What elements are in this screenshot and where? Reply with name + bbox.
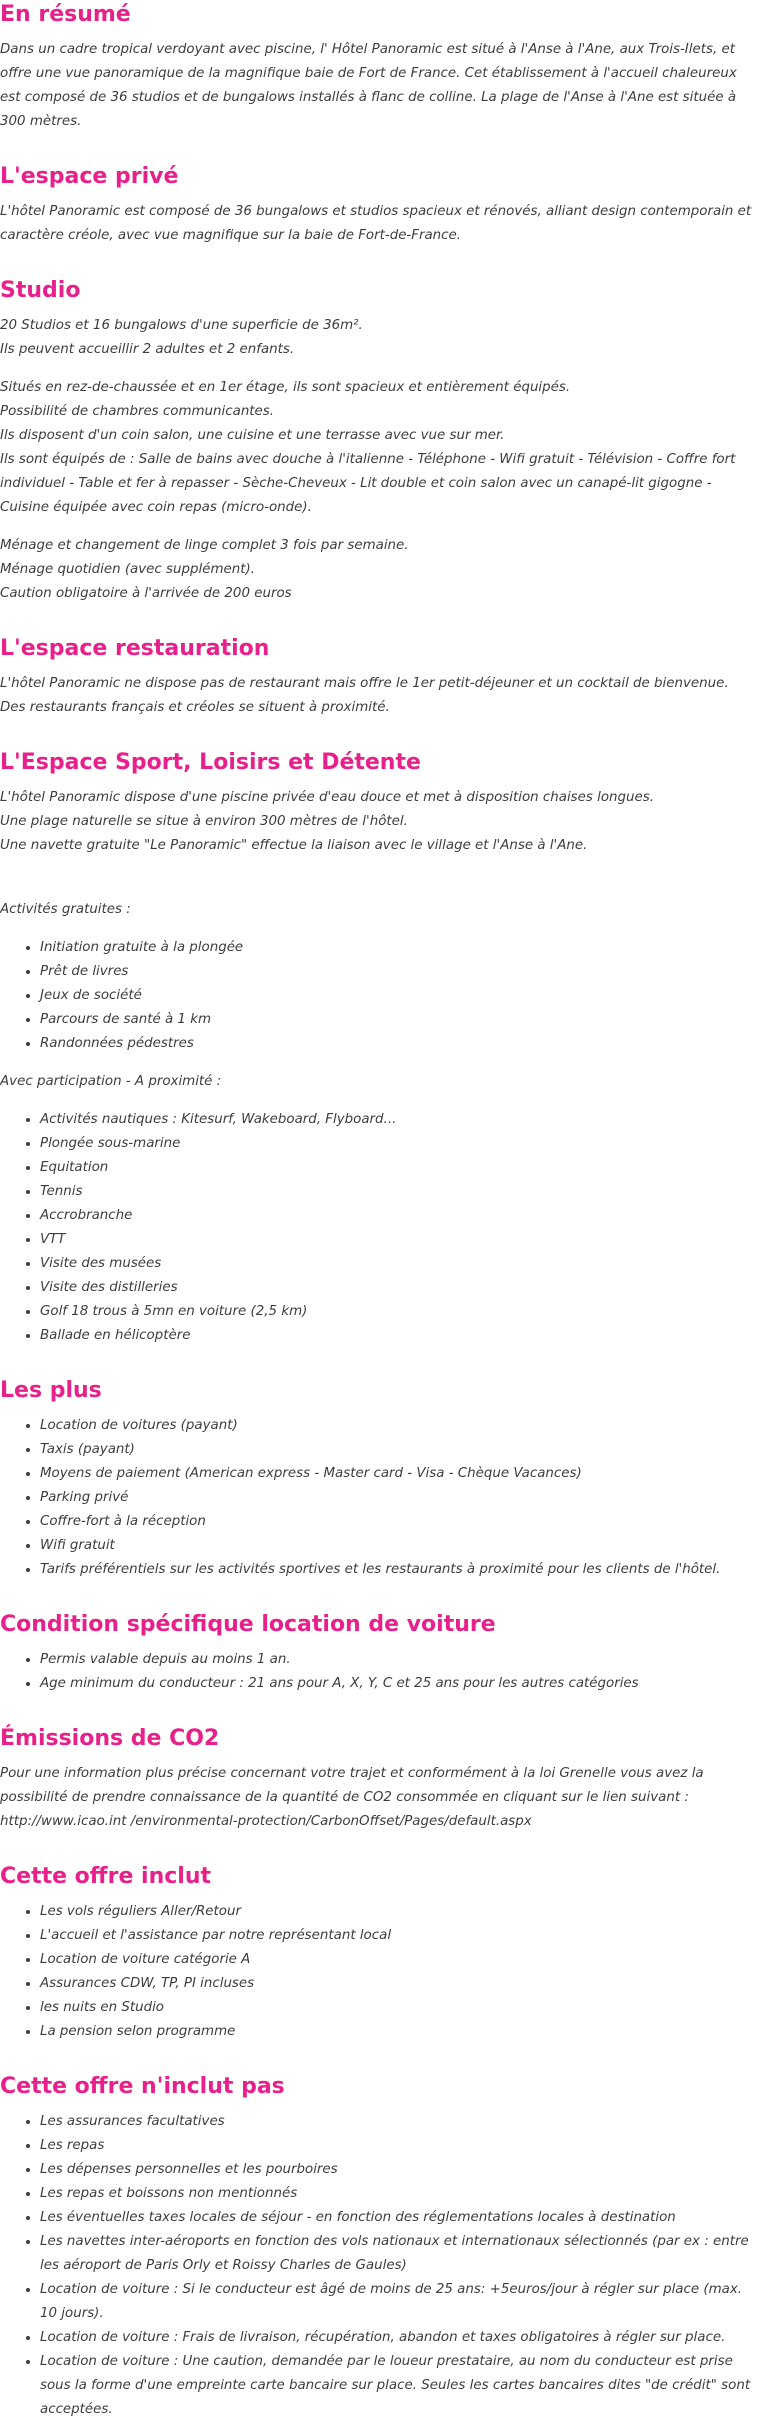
section-title: Cette offre inclut: [0, 1864, 212, 1889]
section-title: Studio: [0, 278, 81, 303]
section-les-plus: [0, 1376, 758, 1582]
sport-line: L'hôtel Panoramic dispose d'une piscine privée d'eau douce et met à disposition chaises longues.: [0, 790, 654, 805]
section-title: Cette offre n'inclut pas: [0, 2074, 285, 2099]
list-item: • Activités nautiques : Kitesurf, Wakeboard, Flyboard...: [40, 1108, 758, 1132]
co2-text: Pour une information plus précise concernant votre trajet et conformément à la loi Grenelle vous avez la possibilité de prendre connaissance de la quantité de CO2 consommée en cliquant sur le lien suivant : http://www.icao.int /environmental-protection/CarbonOffset/Pages/default.aspx: [0, 1766, 704, 1829]
section-title: L'Espace Sport, Loisirs et Détente: [0, 750, 421, 775]
espace-prive-text: L'hôtel Panoramic est composé de 36 bungalows et studios spacieux et rénovés, alliant design contemporain et caractère créole, avec vue magnifique sur la baie de Fort-de-France.: [0, 204, 752, 243]
studio-line: Ils disposent d'un coin salon, une cuisine et une terrasse avec vue sur mer.: [0, 428, 505, 443]
section-title: En résumé: [0, 2, 131, 27]
list-item: • Coffre-fort à la réception: [40, 1510, 758, 1534]
list-item: • Ballade en hélicoptère: [40, 1324, 758, 1348]
section-title: Les plus: [0, 1378, 102, 1403]
list-item: • Les repas et boissons non mentionnés: [40, 2182, 758, 2206]
studio-line: Ménage quotidien (avec supplément).: [0, 562, 255, 577]
studio-line: Situés en rez-de-chaussée et en 1er étage, ils sont spacieux et entièrement équipés.: [0, 380, 571, 395]
les-plus-list: [0, 1414, 758, 1582]
condition-voiture-list: [0, 1648, 758, 1696]
list-item: • Les navettes inter-aéroports en fonction des vols nationaux et internationaux sélectionnés (par ex : entre les aéroport de Paris Orly et Roissy Charles de Gaules): [40, 2230, 758, 2278]
studio-line: 20 Studios et 16 bungalows d'une superficie de 36m².: [0, 318, 363, 333]
studio-line: Caution obligatoire à l'arrivée de 200 euros: [0, 586, 292, 601]
list-item: • Plongée sous-marine: [40, 1132, 758, 1156]
list-item: • La pension selon programme: [40, 2020, 758, 2044]
list-item: • Visite des musées: [40, 1252, 758, 1276]
list-item: • Randonnées pédestres: [40, 1032, 758, 1056]
list-item: • Location de voiture : Si le conducteur est âgé de moins de 25 ans: +5euros/jour à régler sur place (max. 10 jours).: [40, 2278, 758, 2326]
list-item: • Initiation gratuite à la plongée: [40, 936, 758, 960]
list-item: • Visite des distilleries: [40, 1276, 758, 1300]
list-item: • Location de voiture : Une caution, demandée par le loueur prestataire, au nom du conducteur est prise sous la forme d'une empreinte carte bancaire sur place. Seules les cartes bancaires dites "de crédit" sont acceptées.: [40, 2350, 758, 2422]
list-item: • Age minimum du conducteur : 21 ans pour A, X, Y, C et 25 ans pour les autres catégories: [40, 1672, 758, 1696]
section-offre-inclut: [0, 1862, 758, 2044]
avec-participation-list: [0, 1108, 758, 1348]
section-sport: [0, 748, 758, 1348]
list-item: • Les vols réguliers Aller/Retour: [40, 1900, 758, 1924]
offre-inclut-pas-list: [0, 2110, 758, 2422]
studio-line: Ils sont équipés de : Salle de bains avec douche à l'italienne - Téléphone - Wifi gratuit - Télévision - Coffre fort individuel - Table et fer à repasser - Sèche-Cheveux - Lit double et coin salon avec un canapé-lit gigogne - Cuisine équipée avec coin repas (micro-onde).: [0, 452, 736, 515]
list-item: • Les assurances facultatives: [40, 2110, 758, 2134]
section-resume: [0, 0, 758, 134]
section-condition-voiture: [0, 1610, 758, 1696]
list-item: • Golf 18 trous à 5mn en voiture (2,5 km): [40, 1300, 758, 1324]
section-studio: [0, 276, 758, 606]
list-item: • L'accueil et l'assistance par notre représentant local: [40, 1924, 758, 1948]
list-item: • Prêt de livres: [40, 960, 758, 984]
list-item: • Moyens de paiement (American express - Master card - Visa - Chèque Vacances): [40, 1462, 758, 1486]
activites-gratuites-label: Activités gratuites :: [0, 902, 131, 917]
resume-text: Dans un cadre tropical verdoyant avec piscine, l' Hôtel Panoramic est situé à l'Anse à l'Ane, aux Trois-Ilets, et offre une vue panoramique de la magnifique baie de Fort de France. Cet établissement à l'accueil chaleureux est composé de 36 studios et de bungalows installés à flanc de colline. La plage de l'Anse à l'Ane est située à 300 mètres.: [0, 42, 737, 129]
section-title: L'espace restauration: [0, 636, 270, 661]
sport-line: Une plage naturelle se situe à environ 300 mètres de l'hôtel.: [0, 814, 408, 829]
offre-inclut-list: [0, 1900, 758, 2044]
list-item: • Les éventuelles taxes locales de séjour - en fonction des réglementations locales à destination: [40, 2206, 758, 2230]
list-item: • Location de voiture catégorie A: [40, 1948, 758, 1972]
sport-line: Une navette gratuite "Le Panoramic" effectue la liaison avec le village et l'Anse à l'Ane.: [0, 838, 588, 853]
activites-gratuites-list: [0, 936, 758, 1056]
studio-line: Ménage et changement de linge complet 3 fois par semaine.: [0, 538, 409, 553]
avec-participation-label: Avec participation - A proximité :: [0, 1074, 222, 1089]
list-item: • Parcours de santé à 1 km: [40, 1008, 758, 1032]
list-item: • les nuits en Studio: [40, 1996, 758, 2020]
list-item: • Location de voiture : Frais de livraison, récupération, abandon et taxes obligatoires à régler sur place.: [40, 2326, 758, 2350]
list-item: • Location de voitures (payant): [40, 1414, 758, 1438]
list-item: • Parking privé: [40, 1486, 758, 1510]
studio-line: Possibilité de chambres communicantes.: [0, 404, 275, 419]
section-espace-prive: [0, 162, 758, 248]
section-title: Émissions de CO2: [0, 1726, 220, 1751]
list-item: • Les repas: [40, 2134, 758, 2158]
section-offre-inclut-pas: [0, 2072, 758, 2422]
list-item: • Assurances CDW, TP, PI incluses: [40, 1972, 758, 1996]
list-item: • Tarifs préférentiels sur les activités sportives et les restaurants à proximité pour les clients de l'hôtel.: [40, 1558, 758, 1582]
studio-line: Ils peuvent accueillir 2 adultes et 2 enfants.: [0, 342, 295, 357]
section-restauration: [0, 634, 758, 720]
list-item: • Taxis (payant): [40, 1438, 758, 1462]
list-item: • Les dépenses personnelles et les pourboires: [40, 2158, 758, 2182]
restauration-text: L'hôtel Panoramic ne dispose pas de restaurant mais offre le 1er petit-déjeuner et un cocktail de bienvenue. Des restaurants français et créoles se situent à proximité.: [0, 676, 729, 715]
list-item: • Permis valable depuis au moins 1 an.: [40, 1648, 758, 1672]
list-item: • Wifi gratuit: [40, 1534, 758, 1558]
section-title: L'espace privé: [0, 164, 179, 189]
list-item: • Equitation: [40, 1156, 758, 1180]
list-item: • VTT: [40, 1228, 758, 1252]
list-item: • Jeux de société: [40, 984, 758, 1008]
list-item: • Tennis: [40, 1180, 758, 1204]
list-item: • Accrobranche: [40, 1204, 758, 1228]
section-co2: [0, 1724, 758, 1834]
section-title: Condition spécifique location de voiture: [0, 1612, 496, 1637]
